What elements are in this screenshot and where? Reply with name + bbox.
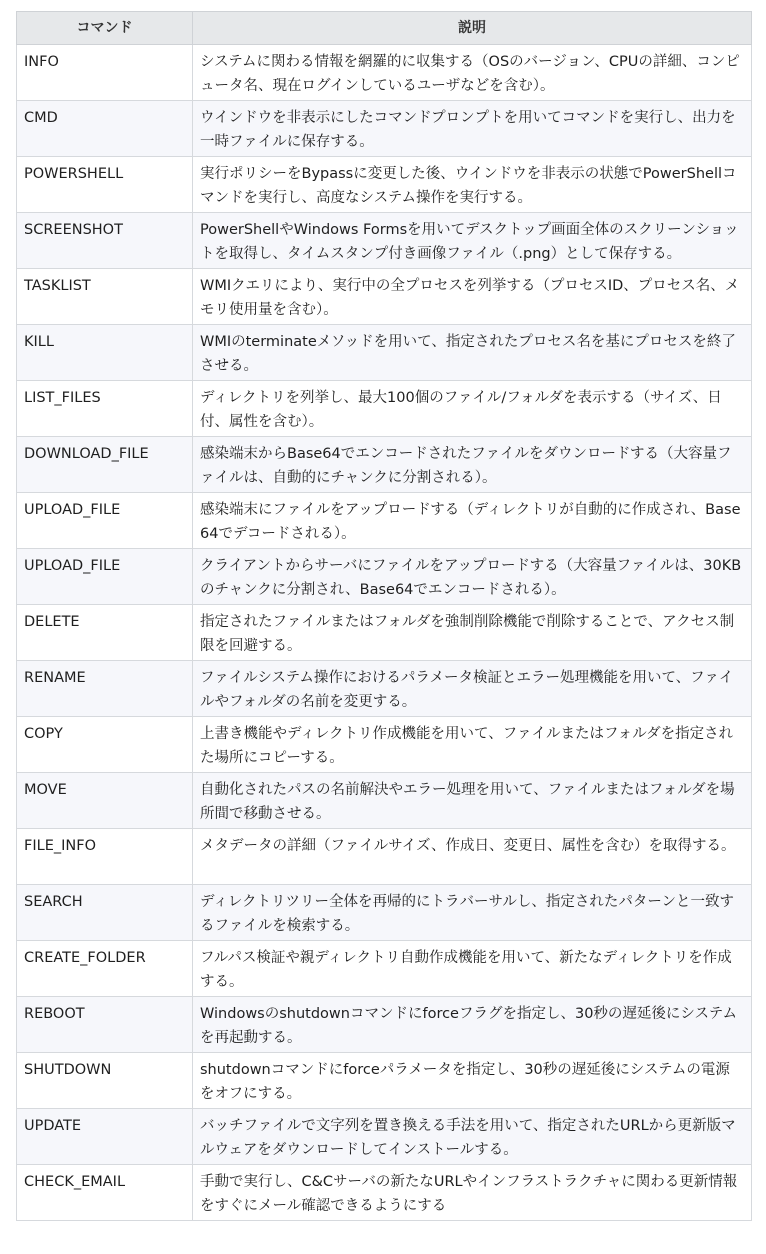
command-cell: INFO — [17, 45, 193, 101]
description-cell: 実行ポリシーをBypassに変更した後、ウインドウを非表示の状態でPowerShellコマンドを実行し、高度なシステム操作を実行する。 — [193, 157, 752, 213]
command-cell: DELETE — [17, 605, 193, 661]
table-body — [17, 45, 752, 1221]
table-row — [17, 549, 752, 605]
command-cell: CMD — [17, 101, 193, 157]
header-command: コマンド — [17, 12, 193, 45]
description-cell: ファイルシステム操作におけるパラメータ検証とエラー処理機能を用いて、ファイルやフォルダの名前を変更する。 — [193, 661, 752, 717]
command-cell: FILE_INFO — [17, 829, 193, 885]
command-cell: UPLOAD_FILE — [17, 493, 193, 549]
table-row — [17, 213, 752, 269]
table-row — [17, 381, 752, 437]
description-cell: ディレクトリツリー全体を再帰的にトラバーサルし、指定されたパターンと一致するファイルを検索する。 — [193, 885, 752, 941]
description-cell: 上書き機能やディレクトリ作成機能を用いて、ファイルまたはフォルダを指定された場所にコピーする。 — [193, 717, 752, 773]
command-cell: DOWNLOAD_FILE — [17, 437, 193, 493]
table-row — [17, 997, 752, 1053]
command-cell: CHECK_EMAIL — [17, 1165, 193, 1221]
command-table-container — [16, 11, 751, 1221]
header-row — [17, 12, 752, 45]
table-row — [17, 941, 752, 997]
table-row — [17, 325, 752, 381]
table-row — [17, 157, 752, 213]
table-row — [17, 101, 752, 157]
command-cell: SHUTDOWN — [17, 1053, 193, 1109]
description-cell: shutdownコマンドにforceパラメータを指定し、30秒の遅延後にシステムの電源をオフにする。 — [193, 1053, 752, 1109]
table-row — [17, 1165, 752, 1221]
description-cell: PowerShellやWindows Formsを用いてデスクトップ画面全体のスクリーンショットを取得し、タイムスタンプ付き画像ファイル（.png）として保存する。 — [193, 213, 752, 269]
command-cell: SEARCH — [17, 885, 193, 941]
table-row — [17, 1109, 752, 1165]
table-row — [17, 1053, 752, 1109]
table-row — [17, 269, 752, 325]
command-cell: CREATE_FOLDER — [17, 941, 193, 997]
description-cell: 感染端末からBase64でエンコードされたファイルをダウンロードする（大容量ファイルは、自動的にチャンクに分割される）。 — [193, 437, 752, 493]
description-cell: WMIクエリにより、実行中の全プロセスを列挙する（プロセスID、プロセス名、メモリ使用量を含む）。 — [193, 269, 752, 325]
description-cell: 感染端末にファイルをアップロードする（ディレクトリが自動的に作成され、Base64でデコードされる）。 — [193, 493, 752, 549]
command-cell: POWERSHELL — [17, 157, 193, 213]
command-cell: MOVE — [17, 773, 193, 829]
command-cell: TASKLIST — [17, 269, 193, 325]
command-cell: REBOOT — [17, 997, 193, 1053]
description-cell: WMIのterminateメソッドを用いて、指定されたプロセス名を基にプロセスを終了させる。 — [193, 325, 752, 381]
table-row — [17, 45, 752, 101]
command-cell: KILL — [17, 325, 193, 381]
description-cell: バッチファイルで文字列を置き換える手法を用いて、指定されたURLから更新版マルウェアをダウンロードしてインストールする。 — [193, 1109, 752, 1165]
description-cell: ディレクトリを列挙し、最大100個のファイル/フォルダを表示する（サイズ、日付、属性を含む）。 — [193, 381, 752, 437]
table-row — [17, 605, 752, 661]
description-cell: クライアントからサーバにファイルをアップロードする（大容量ファイルは、30KBのチャンクに分割され、Base64でエンコードされる）。 — [193, 549, 752, 605]
command-cell: RENAME — [17, 661, 193, 717]
description-cell: ウインドウを非表示にしたコマンドプロンプトを用いてコマンドを実行し、出力を一時ファイルに保存する。 — [193, 101, 752, 157]
table-row — [17, 717, 752, 773]
description-cell: フルパス検証や親ディレクトリ自動作成機能を用いて、新たなディレクトリを作成する。 — [193, 941, 752, 997]
table-row — [17, 493, 752, 549]
description-cell: 指定されたファイルまたはフォルダを強制削除機能で削除することで、アクセス制限を回避する。 — [193, 605, 752, 661]
header-description: 説明 — [193, 12, 752, 45]
description-cell: 自動化されたパスの名前解決やエラー処理を用いて、ファイルまたはフォルダを場所間で移動させる。 — [193, 773, 752, 829]
command-cell: COPY — [17, 717, 193, 773]
description-cell: 手動で実行し、C&Cサーバの新たなURLやインフラストラクチャに関わる更新情報をすぐにメール確認できるようにする — [193, 1165, 752, 1221]
table-row — [17, 885, 752, 941]
description-cell: Windowsのshutdownコマンドにforceフラグを指定し、30秒の遅延後にシステムを再起動する。 — [193, 997, 752, 1053]
command-table — [16, 11, 752, 1221]
command-cell: UPLOAD_FILE — [17, 549, 193, 605]
description-cell: システムに関わる情報を網羅的に収集する（OSのバージョン、CPUの詳細、コンピュータ名、現在ログインしているユーザなどを含む）。 — [193, 45, 752, 101]
table-header — [17, 12, 752, 45]
table-row — [17, 661, 752, 717]
command-cell: UPDATE — [17, 1109, 193, 1165]
description-cell: メタデータの詳細（ファイルサイズ、作成日、変更日、属性を含む）を取得する。 — [193, 829, 752, 885]
command-cell: LIST_FILES — [17, 381, 193, 437]
table-row — [17, 773, 752, 829]
table-row — [17, 829, 752, 885]
table-row — [17, 437, 752, 493]
command-cell: SCREENSHOT — [17, 213, 193, 269]
